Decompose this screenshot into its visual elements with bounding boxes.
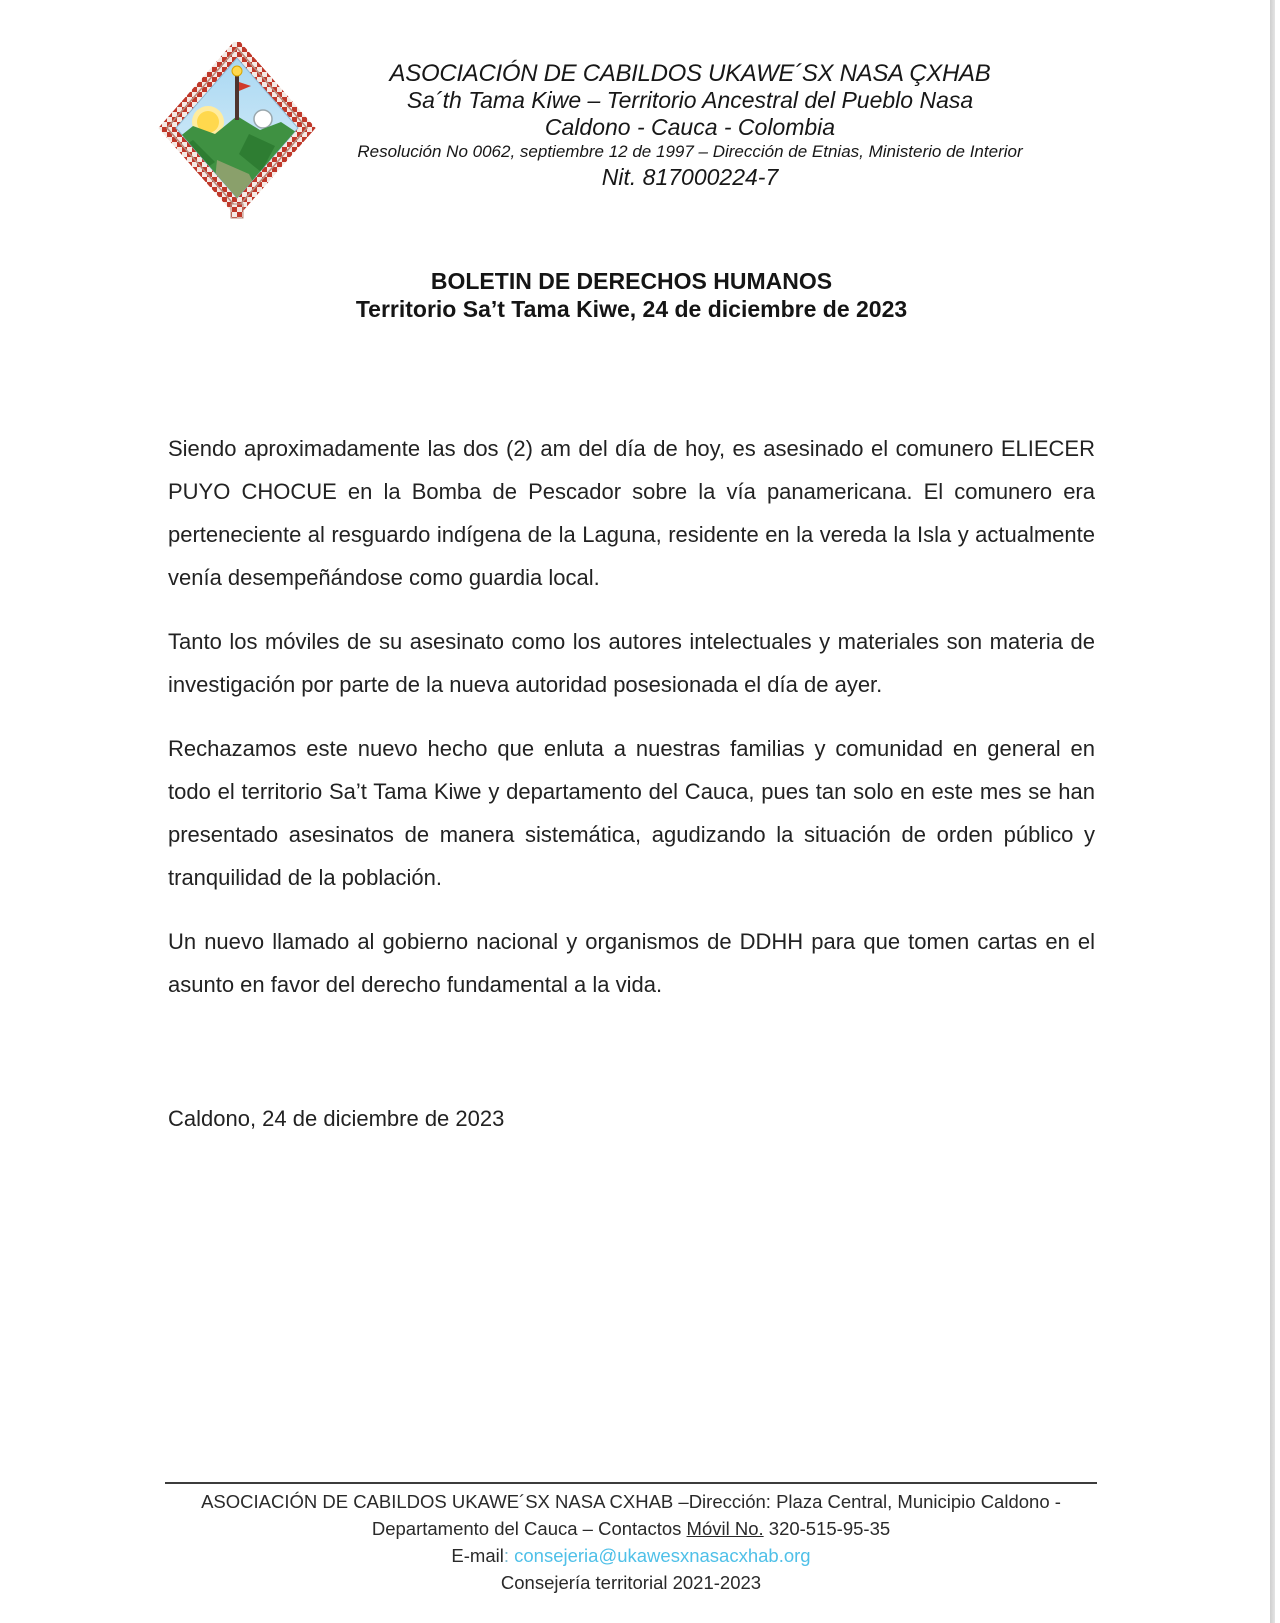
dateline: Caldono, 24 de diciembre de 2023 — [168, 1106, 505, 1131]
org-resolution: Resolución No 0062, septiembre 12 de 1997 – Dirección de Etnias, Ministerio de Interior — [357, 142, 1023, 161]
footer-term-line: Consejería territorial 2021-2023 — [500, 1572, 762, 1593]
organization-logo — [157, 42, 317, 220]
org-location: Caldono - Cauca - Colombia — [544, 114, 836, 140]
footer-mobile-number: 320-515-95-35 — [763, 1518, 891, 1539]
footer-email-line — [165, 1542, 1097, 1569]
bulletin-title: BOLETIN DE DERECHOS HUMANOS — [430, 268, 833, 294]
body-paragraph: Siendo aproximadamente las dos (2) am del día de hoy, es asesinado el comunero ELIECER PUYO CHOCUE en la Bomba de Pescador sobre la vía panamericana. El comunero era perteneciente al resguardo indígena de la Laguna, residente en la vereda la Isla y actualmente venía desempeñándose como guardia local. — [168, 436, 1095, 590]
footer-mobile-label: Móvil No. — [686, 1518, 764, 1539]
body-paragraph: Rechazamos este nuevo hecho que enluta a nuestras familias y comunidad en general en todo el territorio Sa’t Tama Kiwe y departamento del Cauca, pues tan solo en este mes se han presentado asesinatos de manera sistemática, agudizando la situación de orden público y tranquilidad de la población. — [168, 736, 1095, 890]
letterhead — [0, 0, 1280, 215]
org-nit: Nit. 817000224-7 — [601, 164, 779, 190]
footer-address-line: ASOCIACIÓN DE CABILDOS UKAWE´SX NASA CXHAB –Dirección: Plaza Central, Municipio Caldono - — [201, 1491, 1061, 1512]
org-territory: Sa´th Tama Kiwe – Territorio Ancestral del Pueblo Nasa — [406, 87, 974, 113]
bulletin-subtitle: Territorio Sa’t Tama Kiwe, 24 de diciembre de 2023 — [355, 296, 908, 322]
org-name: ASOCIACIÓN DE CABILDOS UKAWE´SX NASA ÇXHAB — [389, 60, 991, 87]
email-link[interactable]: consejeria@ukawesxnasacxhab.org — [514, 1545, 811, 1566]
letterhead-text — [300, 44, 1080, 191]
email-label: E-mail — [451, 1545, 504, 1566]
footer-contact-prefix: Departamento del Cauca – Contactos — [371, 1518, 687, 1539]
footer-contact-line — [165, 1515, 1097, 1542]
body-paragraph: Un nuevo llamado al gobierno nacional y organismos de DDHH para que tomen cartas en el asunto en favor del derecho fundamental a la vida. — [168, 929, 1095, 997]
page-edge-shadow — [1270, 0, 1275, 1623]
email-separator: : — [503, 1545, 515, 1566]
footer — [165, 1482, 1097, 1596]
organization-logo-icon — [157, 42, 317, 220]
bulletin-title-block — [168, 267, 1095, 323]
body-paragraph: Tanto los móviles de su asesinato como los autores intelectuales y materiales son materia de investigación por parte de la nueva autoridad posesionada el día de ayer. — [168, 629, 1095, 697]
document-body — [168, 427, 1095, 1140]
